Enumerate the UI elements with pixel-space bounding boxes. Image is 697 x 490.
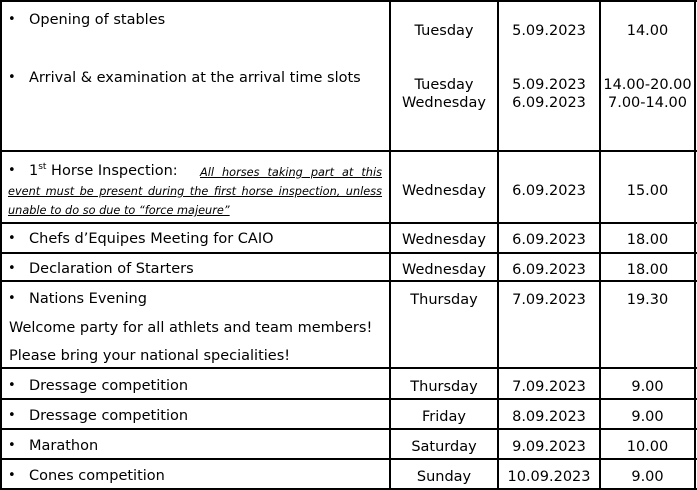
- event-name: Dressage competition: [29, 378, 189, 394]
- event-time: 14.00-20.00: [603, 77, 692, 93]
- bullet-icon: •: [8, 438, 16, 453]
- event-name: Chefs d’Equipes Meeting for CAIO: [29, 231, 274, 247]
- event-date: 5.09.2023: [512, 23, 586, 39]
- event-day: Wednesday: [402, 95, 486, 111]
- bullet-icon: •: [8, 378, 16, 393]
- bullet-icon: •: [8, 231, 16, 246]
- event-day: Sunday: [416, 469, 472, 485]
- row-divider: [0, 222, 697, 224]
- event-date: 7.09.2023: [512, 292, 586, 308]
- event-day: Saturday: [411, 439, 477, 455]
- bullet-icon: •: [8, 12, 16, 27]
- event-name: Nations Evening: [29, 291, 147, 307]
- table-border-right: [694, 0, 696, 490]
- event-time: 9.00: [631, 469, 664, 485]
- event-time: 7.00-14.00: [607, 95, 688, 111]
- event-time: 15.00: [626, 183, 669, 199]
- event-note: All horses taking part at this: [200, 166, 382, 179]
- event-day: Tuesday: [414, 77, 474, 93]
- event-date: 6.09.2023: [512, 262, 586, 278]
- bullet-icon: •: [8, 291, 16, 306]
- event-time: 14.00: [626, 23, 669, 39]
- event-time: 10.00: [626, 439, 669, 455]
- event-date: 5.09.2023: [512, 77, 586, 93]
- bullet-icon: •: [8, 468, 16, 483]
- event-time: 18.00: [626, 262, 669, 278]
- event-time: 9.00: [631, 409, 664, 425]
- event-day: Tuesday: [414, 23, 474, 39]
- table-border-left: [0, 0, 2, 490]
- row-divider: [0, 252, 697, 254]
- event-day: Wednesday: [402, 262, 486, 278]
- event-date: 9.09.2023: [512, 439, 586, 455]
- event-name: Opening of stables: [29, 12, 166, 28]
- event-day: Wednesday: [402, 183, 486, 199]
- event-description: Please bring your national specialities!: [9, 348, 291, 364]
- bullet-icon: •: [8, 408, 16, 423]
- event-name: Dressage competition: [29, 408, 189, 424]
- event-date: 8.09.2023: [512, 409, 586, 425]
- bullet-icon: •: [8, 261, 16, 276]
- event-description: Welcome party for all athlets and team members!: [9, 320, 373, 336]
- event-time: 19.30: [626, 292, 669, 308]
- event-day: Thursday: [410, 379, 478, 395]
- bullet-icon: •: [8, 70, 16, 85]
- event-day: Wednesday: [402, 232, 486, 248]
- event-date: 6.09.2023: [512, 183, 586, 199]
- event-note: event must be present during the first horse inspection, unless unable to do so due to “force majeure”: [8, 185, 382, 217]
- row-divider: [0, 367, 697, 369]
- event-date: 6.09.2023: [512, 232, 586, 248]
- event-name: Cones competition: [29, 468, 165, 484]
- event-time: 18.00: [626, 232, 669, 248]
- event-day: Friday: [422, 409, 466, 425]
- event-name: 1st Horse Inspection:: [29, 162, 178, 179]
- row-divider: [0, 150, 697, 152]
- row-divider: [0, 398, 697, 400]
- event-name: Marathon: [29, 438, 99, 454]
- row-divider: [0, 280, 697, 282]
- event-day: Thursday: [410, 292, 478, 308]
- event-name: Arrival & examination at the arrival time slots: [29, 70, 361, 86]
- row-divider: [0, 458, 697, 460]
- event-date: 10.09.2023: [507, 469, 591, 485]
- bullet-icon: •: [8, 163, 16, 178]
- event-time: 9.00: [631, 379, 664, 395]
- event-date: 6.09.2023: [512, 95, 586, 111]
- row-divider: [0, 428, 697, 430]
- table-border-top: [0, 0, 697, 2]
- event-date: 7.09.2023: [512, 379, 586, 395]
- event-name: Declaration of Starters: [29, 261, 194, 277]
